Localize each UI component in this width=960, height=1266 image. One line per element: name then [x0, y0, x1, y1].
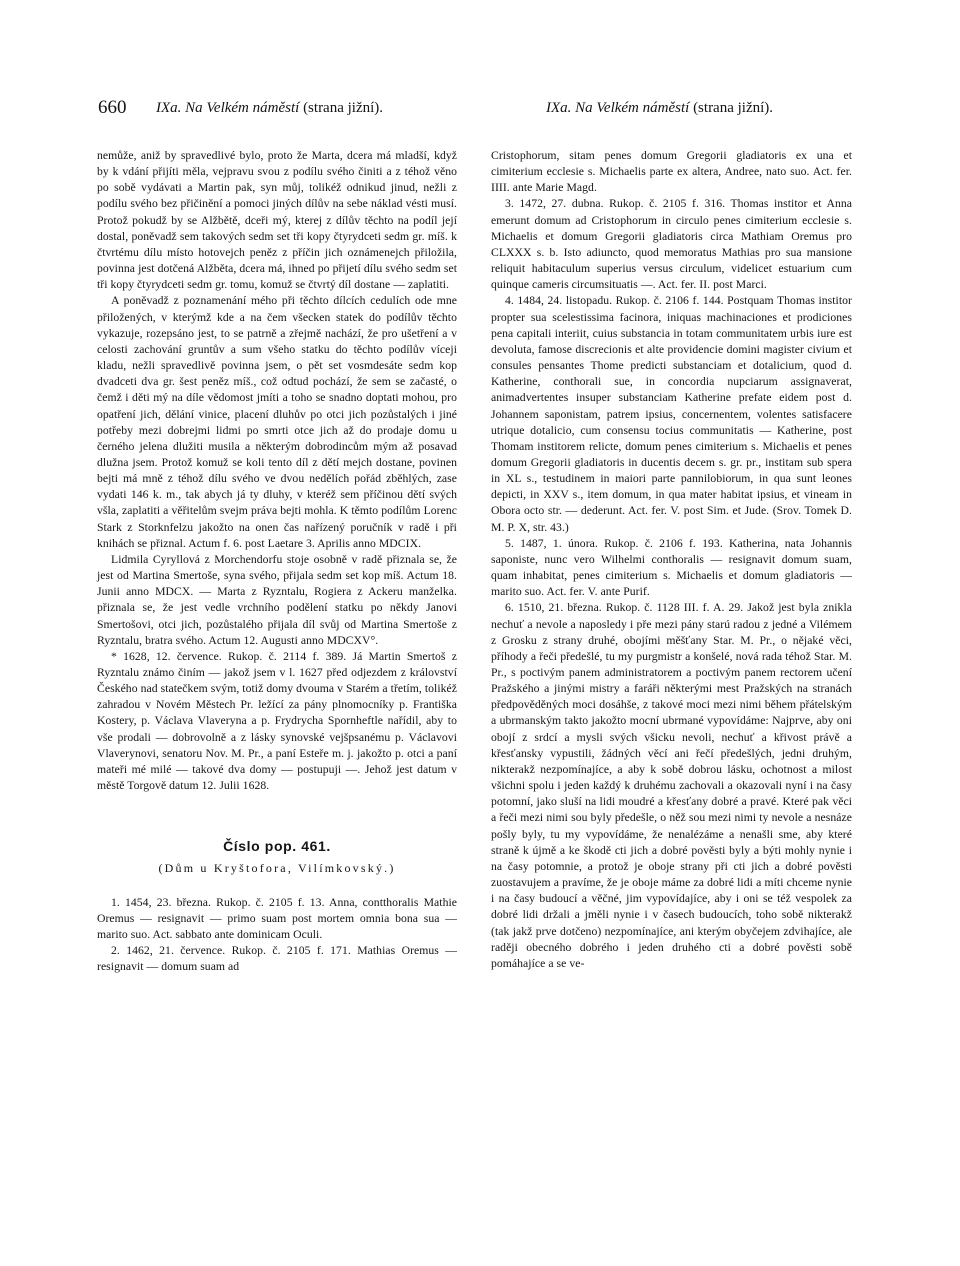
paragraph: * 1628, 12. července. Rukop. č. 2114 f. 389. Já Martin Smertoš z Ryzntalu známo činím — jakož jsem v l. 1627 před odjezdem z království Českého nad statečkem svým, totiž domy dvouma v Starém a třetím, tolikéž zahradou v Novém Městech Pr. ležící za pány plnomocníky p. Františka Kostery, p. Václava Vlaveryna a p. Frydrycha Spornheftle nařídil, aby to vše prodali — dobrovolně a z lásky synovské vejšpsanému p. Václavovi Vlaverynovi, senatoru Nov. M. Pr., a paní Esteře m. j. jakožto p. otci a paní mateři mé milé — takové dva domy — postupuji —. Jehož jest datum v městě Torgově datum 12. Julii 1628. — [97, 649, 457, 793]
paragraph: Cristophorum, sitam penes domum Gregorii gladiatoris ex una et cimiterium ecclesie s. Michaelis parte ex altera, Andree, nato suo. Act. fer. IIII. ante Marie Magd. — [491, 149, 852, 195]
record-entry: 5. 1487, 1. února. Rukop. č. 2106 f. 193. Katherina, nata Johannis saponiste, nunc vero Wilhelmi conthoralis — resignavit domum suam, quam inhabitat, penes cimiterium s. Michaelis et domum gladiatoris — marito suo. Act. fer. V. ante Purif. — [491, 536, 852, 599]
running-title-right — [546, 100, 773, 117]
record-entry: 1. 1454, 23. března. Rukop. č. 2105 f. 13. Anna, contthoralis Mathie Oremus — resignavit — primo suam post mortem omnia bona sua — marito suo. Act. sabbato ante dominicam Oculi. — [97, 895, 457, 941]
running-title-left-italic: IXa. Na Velkém náměstí — [156, 100, 300, 116]
record-entry: 6. 1510, 21. března. Rukop. č. 1128 III. f. A. 29. Jakož jest byla znikla nechuť a nevole a naposledy i pře mezi pány starú radou z jedné a Vilémem z Grosku z strany druhé, obojími měšťany Star. M. Pr., o nějaké věci, příhody a řeči předešlé, tu my purgmistr a konšelé, nová rada téhož Star. M. Pr., s poctivým panem administratorem a poctivým panem rectorem učení Pražského a jinými mistry a faráři některými mest Pražských na stranách předpověděných moci dosáhše, z takové moci mezi nimi během přátelským a ubrmanským takto jakožto mocní ubrmané vypovídáme: Najprve, aby oni obojí z srdcí a mysli svých všicku nevoli, nechuť a křivost právě a křesťansky vypustili, žádných věcí ani řečí předešlých, jedni druhým, nikterakž nezpomínajíce, a aby k sobě dobrou lásku, ochotnost a milost všichni spolu i jeden každý k druhému zachovali a okazovali nyní i na časy potomní, jako sluší na lidi moudré a křesťany dobré a pravé. Které pak věci a řeči mezi nimi sou byly předešle, o něž sou mezi nimi ty nevole a nesnáze pošly byly, tu my vypovídáme, že nenalézáme a nenašli sme, aby které straně k újmě a ke škodě cti jich a dobré pověsti byly a býti mohly nynie i na časy potomnie, a protož je oboje strany při cti jich a dobré pověsti zuostavujem a pravíme, že je oboje máme za dobré lidi a míti chceme nynie i na časy budoucí a věčné, jim vypovídajíce, aby i oni se též vespolek za dobré lidi držali a jměli nynie i v časech budoucích, toho sobě nikterakž (tak jakž prve dotčeno) nezpomínajíce, ani kterým obyčejem zdvihajíce, ale raději obecného dobrého i jeden druhého cti a dobré pověsti sobě pomáhajíce a se ve- — [491, 601, 852, 970]
record-entry: 2. 1462, 21. července. Rukop. č. 2105 f. 171. Mathias Oremus — resignavit — domum suam ad — [97, 944, 457, 974]
running-title-right-italic: IXa. Na Velkém náměstí — [546, 100, 690, 116]
paragraph: nemůže, aniž by spravedlivé bylo, proto že Marta, dcera má mladší, když by k vdání přijíti měla, vejpravu svou z podílu svého činiti a z téhož věno po sobě vydávati a Martin pak, syn můj, tolikéž odnikud jinud, nežli z podílu svého bez přičinění a pomoci jiných dílův na sebe náklad vésti musí. Protož pokudž by se Alžbětě, dceři mý, kterej z dílův těchto na podíl její dostal, poněvadž sem takových sedm set tři kopy čtyrydceti sedm gr. míš. k čtvrtému dílu místo hotovejch peněz z příčin jich oznámenejch přiložila, povinna jest dotčená Alžběta, dcera má, ihned po přijetí dílu svého sedm set tři kopy čtyrydceti sedm gr. tomu, komuž se čtvrtý díl dostane — zaplatiti. — [97, 149, 457, 292]
paragraph: A poněvadž z poznamenání mého při těchto dílcích cedulích ode mne přiložených, v kterýmž kde a na čem všecken statek do podílův těchto vykazuje, rozepsáno jest, to se patrně a zřejmě nachází, že pro ušetření a v celosti zachování gruntův a sum všeho statku do těchto podílův víceji kladu, nežli spravedlivě povinna jsem, o pět set vosmdesáte sedm kop dvadceti dva gr. šest peněz míš., což odtud pochází, že sem se začasté, o čemž i děti mý na díle vědomost jmíti a toho se snadno doptati mohou, pro opatření jich, dělání vinice, placení dluhův po otci jich pozůstalých i jiné potřeby mezi dobrejmi lidmi po smrti otce jich až do prodaje domu u černého jelena dlužiti musila a některým dobrodincům mým až posavad dlužna jsem. Protož komuž se koli tento díl z dětí mejch dostane, povinen bejti má mně z téhož dílu svého ve dvou nedělích pořád zběhlých, zase vydati 146 k. m., tak abych já ty dluhy, v kteréž sem příčinou dětí svých všla, zaplatiti a věřitelům svejm práva bejti mohla. K těmto podílům Lorenc Stark z Storknfelzu jakožto na onen čas nařízený poručník v radě i při knihách se přiznal. Actum f. 6. post Laetare 3. Aprilis anno MDCIX. — [97, 294, 457, 550]
section-title: Číslo pop. 461. — [223, 838, 331, 855]
section-subtitle: (Dům u Kryštofora, Vilímkovský.) — [158, 861, 396, 876]
paragraph: Lidmila Cyryllová z Morchendorfu stoje osobně v radě přiznala se, že jest od Martina Smertoše, syna svého, přijala sedm set kop míš. Actum 18. Junii anno MDCX. — Marta z Ryzntalu, Rogiera z Ackeru manželka. přiznala se, že jest vedle vrchního podělení statku po někdy Janovi Smertošovi, otci jich, pozůstalého přijala díl svůj od Martina Smertoše z Ryzntalu, bratra svého. Actum 12. Augusti anno MDCXV°. — [97, 552, 457, 647]
running-title-left — [156, 100, 383, 117]
left-column — [97, 148, 457, 975]
record-entry: 4. 1484, 24. listopadu. Rukop. č. 2106 f. 144. Postquam Thomas institor propter sua scelestissima facinora, iniquas machinaciones et prodiciones pena capitali interiit, cuius substancia in totam communitatem urbis iure est devoluta, famose discrecionis et alte providencie domini magister civium et consules pensantes Thome predicti substanciam et dotalicium, quod d. Katherine, conthorali sue, in concordia nupciarum assignaverat, animadvertentes insuper substanciam Katherine prefate eidem post d. Johannem saponistam, patrem ipsius, concernentem, volentes satisfacere utrique dotalicio, cum consensu tocius communitatis — Katherine, post Thomam institorem relicte, domum penes cimiterium s. Michaelis et penes domum Gregorii gladiatoris in ducentis decem s. gr. pr., institam sub spera in XL s., testudinem in maiori parte pannilobiorum, in qua sunt leones depicti, in XXV s., item domum, in qua mater habitat ipsius, et vineam in Obora octo str. — dederunt. Act. fer. V. post Sim. et Jude. (Srov. Tomek D. M. P. X, str. 43.) — [491, 294, 852, 534]
record-entry: 3. 1472, 27. dubna. Rukop. č. 2105 f. 316. Thomas institor et Anna emerunt domum ad Cristophorum in circulo penes cimiterium ecclesie s. Michaelis et domum Gregorii gladiatoris circa Mathiam Oremus pro CLXXX s. b. Isto adiuncto, quod memoratus Mathias pro sua mansione reliquit habitaculum superius versus circulum, videlicet estuarium cum quinque cameris circumsituatis —. Act. fer. II. post Marci. — [491, 197, 852, 292]
page-number: 660 — [98, 97, 127, 118]
right-column — [491, 148, 852, 972]
running-title-right-suffix: (strana jižní). — [693, 100, 774, 116]
running-title-left-suffix: (strana jižní). — [303, 100, 384, 116]
